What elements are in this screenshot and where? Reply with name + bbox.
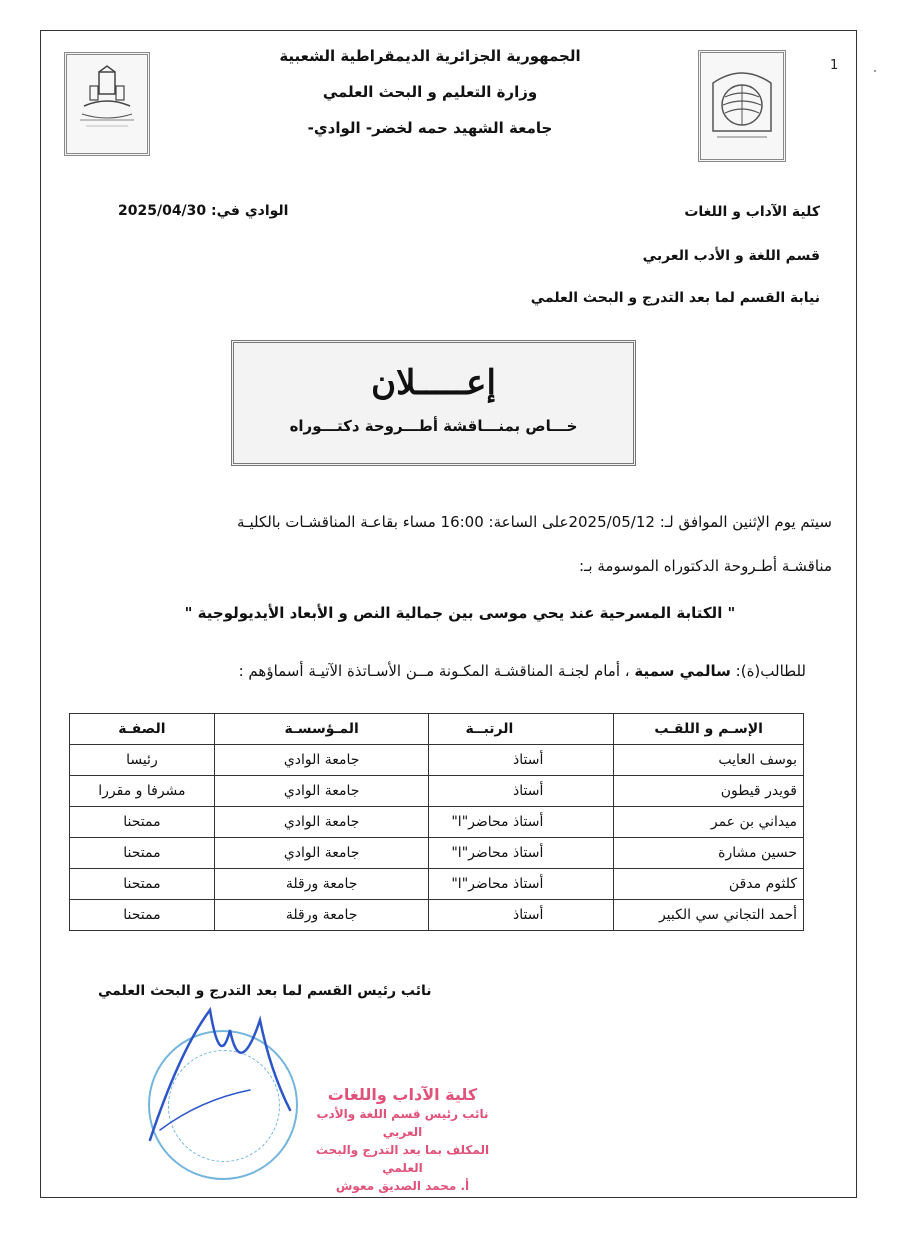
member-role: ممتحنا — [70, 838, 215, 869]
member-role: ممتحنا — [70, 807, 215, 838]
faculty-logo — [64, 52, 150, 156]
member-rank: أستاذ — [429, 745, 614, 776]
table-row — [70, 900, 804, 931]
deanery-name: نيابة القسم لما بعد التدرج و البحث العلمي — [530, 290, 820, 306]
member-rank: أستاذ — [429, 900, 614, 931]
department-name: قسم اللغة و الأدب العربي — [642, 248, 820, 264]
official-stamp-text — [300, 1085, 505, 1195]
committee-table — [69, 713, 804, 931]
ministry-title: وزارة التعليم و البحث العلمي — [322, 83, 538, 101]
member-rank: أستاذ محاضر"ا" — [429, 807, 614, 838]
university-logo — [698, 50, 786, 162]
announcement-box — [231, 340, 636, 466]
student-line — [239, 662, 806, 680]
signature-title: نائب رئيس القسم لما بعد التدرج و البحث العلمي — [98, 983, 432, 999]
student-name: سالمي سمية — [634, 662, 731, 680]
body-line-2: مناقشـة أطـروحة الدكتوراه الموسومة بـ: — [578, 557, 832, 575]
member-institution: جامعة ورقلة — [214, 869, 429, 900]
header-role: الصفـة — [70, 714, 215, 745]
table-row — [70, 838, 804, 869]
student-suffix: ، أمام لجنـة المناقشـة المكـونة مــن الأسـاتذة الآتيـة أسماؤهم : — [238, 662, 635, 680]
stamp-line-2: نائب رئيس قسم اللغة والأدب العربي — [316, 1107, 489, 1139]
handwritten-signature — [140, 990, 320, 1160]
member-role: ممتحنا — [70, 869, 215, 900]
member-role: مشرفا و مقررا — [70, 776, 215, 807]
thesis-title: " الكتابة المسرحية عند يحي موسى بين جمالية النص و الأبعاد الأيديولوجية " — [184, 604, 736, 622]
header-institution: المـؤسسـة — [214, 714, 429, 745]
member-name: بوسف العايب — [614, 745, 804, 776]
table-row — [70, 776, 804, 807]
member-name: حسين مشارة — [614, 838, 804, 869]
announcement-subtitle: خـــاص بمنـــاقشة أطـــروحة دكتـــوراه — [289, 417, 578, 435]
table-row — [70, 869, 804, 900]
announcement-title: إعـــــلان — [371, 363, 496, 403]
member-rank: أستاذ — [429, 776, 614, 807]
student-prefix: للطالب(ة): — [730, 662, 806, 680]
university-title: جامعة الشهيد حمه لخضر- الوادي- — [307, 119, 553, 137]
scan-speck — [874, 70, 876, 72]
member-institution: جامعة الوادي — [214, 745, 429, 776]
member-institution: جامعة الوادي — [214, 807, 429, 838]
member-name: أحمد التجاني سي الكبير — [614, 900, 804, 931]
faculty-logo-icon — [72, 64, 142, 144]
member-rank: أستاذ محاضر"ا" — [429, 838, 614, 869]
member-name: قويدر قيطون — [614, 776, 804, 807]
member-institution: جامعة ورقلة — [214, 900, 429, 931]
page-number: 1 — [830, 58, 839, 73]
stamp-line-4: أ. محمد الصديق معوش — [335, 1179, 470, 1193]
member-institution: جامعة الوادي — [214, 776, 429, 807]
body-line-1: سيتم يوم الإثنين الموافق لـ: 2025/05/12على الساعة: 16:00 مساء بقاعـة المناقشـات بالكليـة — [237, 513, 832, 531]
member-name: كلثوم مدقن — [614, 869, 804, 900]
university-logo-icon — [705, 61, 779, 151]
republic-title: الجمهورية الجزائرية الديمقراطية الشعبية — [279, 47, 581, 65]
header-name: الإسـم و اللقـب — [614, 714, 804, 745]
official-header — [180, 46, 680, 138]
stamp-line-1: كلية الآداب واللغات — [327, 1085, 478, 1104]
header-rank: الرتبــة — [429, 714, 614, 745]
member-name: ميداني بن عمر — [614, 807, 804, 838]
stamp-line-3: المكلف بما بعد التدرج والبحث العلمي — [315, 1143, 490, 1175]
member-role: ممتحنا — [70, 900, 215, 931]
member-role: رئيسا — [70, 745, 215, 776]
date-line: الوادي في: 2025/04/30 — [118, 203, 289, 219]
faculty-name: كلية الآداب و اللغات — [684, 204, 820, 220]
member-rank: أستاذ محاضر"ا" — [429, 869, 614, 900]
table-row — [70, 745, 804, 776]
member-institution: جامعة الوادي — [214, 838, 429, 869]
table-header-row — [70, 714, 804, 745]
table-row — [70, 807, 804, 838]
